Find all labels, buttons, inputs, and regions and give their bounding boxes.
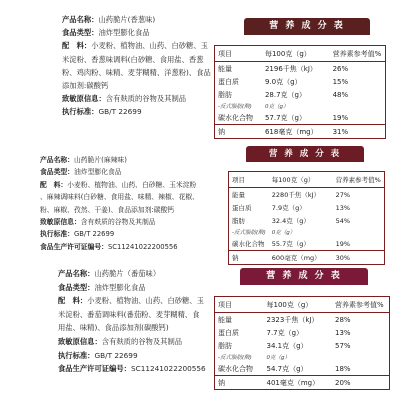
nutrition-title: 营 养 成 分 表 [240,268,368,285]
nutrition-table-wrap-3 [214,296,390,390]
allergen-row: 致敏原信息：含有麸质的谷物及其制品 [40,218,156,227]
ingredients-line: 小麦粉、植物油、山药、白砂糖、玉 [87,296,204,306]
ingredients-line: 小麦粉、植物油、山药、白砂糖、玉 [91,41,208,51]
allergen-info: 含有麸质的谷物及其制品 [80,218,156,227]
standard-code: GB/T 22699 [98,107,142,117]
nutrition-panel-2 [246,146,364,162]
nutrition-table-wrap-1 [214,45,386,139]
product-name: 山药脆片(香葱味) [98,15,156,24]
product-name-row: 产品名称：山药脆片（番茄味） [58,269,161,278]
ingredients-row: 配 料：小麦粉、植物油、山药、白砂糖、玉米淀粉 [40,180,197,189]
ingredients-line: 米淀粉、番茄调味料(番茄粉、麦芽糊精、食 [58,309,200,319]
standard-code: GB/T 22699 [94,350,138,360]
ingredients-row: 配 料：小麦粉、植物油、山药、白砂糖、玉 [58,296,204,306]
nutrition-title: 营 养 成 分 表 [246,146,364,162]
product-name: 山药脆片(麻辣味) [73,156,127,164]
nutrition-table: 项目 每100克（g） 营养素参考值% 能量 2196千焦（kJ） 26% 蛋白质 9.0克（g） 15% 脂肪 28.7克（g） 48% -反式脂肪(酸) 0克（g） 碳水化合物 57.7克（g） 19% 钠 618毫克（mg） 31% [214,45,386,139]
product-info-2 [40,154,220,253]
product-info-1 [62,13,232,119]
standard-code: GB/T 22699 [73,230,115,239]
nutrition-table-wrap-2 [228,171,384,265]
food-type-row: 食品类型：油炸型膨化食品 [58,282,146,292]
license-row: 食品生产许可证编号：SC11241022200556 [40,242,178,251]
ingredients-line: 添加剂:碳酸钙 [62,81,109,91]
allergen-info: 含有麸质的谷物及其制品 [105,94,187,104]
license-code: SC11241022200556 [107,242,178,251]
nutrition-panel-1 [244,18,370,35]
product-name: 山药脆片（番茄味） [94,269,161,278]
product-name-row: 产品名称：山药脆片(香葱味) [62,15,156,24]
standard-row: 执行标准：GB/T 22699 [62,107,142,117]
ingredients-line: 用盐、味精)、食品添加剂(碳酸钙) [58,323,169,333]
food-type-row: 食品类型：油炸型膨化食品 [40,168,122,177]
nutrition-title: 营 养 成 分 表 [244,18,370,35]
food-type: 油炸型膨化食品 [98,28,150,38]
product-name-row: 产品名称：山药脆片(麻辣味) [40,156,127,164]
food-type: 油炸型膨化食品 [94,282,146,292]
ingredients-line: 粉、麻椒、孜然、干姜)、食品添加剂:碳酸钙 [40,205,175,214]
allergen-info: 含有麸质的谷物及其制品 [101,336,183,346]
nutrition-panel-3 [240,268,368,285]
nutrition-table: 项目 每100克（g） 营养素参考值% 能量 2323千焦（kJ） 28% 蛋白质 7.7克（g） 13% 脂肪 34.1克（g） 57% -反式脂肪(酸) 0克（g） 碳水化合物 54.7克（g） 18% 钠 401毫克（mg） 20% [214,296,390,390]
ingredients-line: 、麻辣调味料(白砂糖、食用盐、味精、辣椒、花椒、 [40,193,199,202]
standard-row: 执行标准：GB/T 22699 [58,350,138,360]
food-type-row: 食品类型：油炸型膨化食品 [62,28,150,38]
license-row: 食品生产许可证编号：SC11241022200556 [58,364,206,374]
standard-row: 执行标准：GB/T 22699 [40,230,115,239]
allergen-row: 致敏原信息：含有麸质的谷物及其制品 [58,336,183,346]
product-info-3 [58,267,228,376]
food-type: 油炸型膨化食品 [73,168,122,177]
ingredients-line: 米淀粉、香葱味调料(白砂糖、食用盐、香葱 [62,54,204,64]
ingredients-row: 配 料：小麦粉、植物油、山药、白砂糖、玉 [62,41,208,51]
ingredients-line: 粉、鸡肉粉、味精、麦芽糊精、洋葱粉)、食品 [62,67,211,77]
nutrition-table: 项目 每100克（g） 营养素参考值% 能量 2280千焦（kJ） 27% 蛋白质 7.9克（g） 13% 脂肪 32.4克（g） 54% -反式脂肪(酸) 0克（g） 碳水化合物 55.7克（g） 19% 钠 600毫克（mg） 30% [228,171,385,265]
ingredients-line: 小麦粉、植物油、山药、白砂糖、玉米淀粉 [67,180,197,189]
allergen-row: 致敏原信息：含有麸质的谷物及其制品 [62,94,187,104]
license-code: SC11241022200556 [130,364,206,374]
